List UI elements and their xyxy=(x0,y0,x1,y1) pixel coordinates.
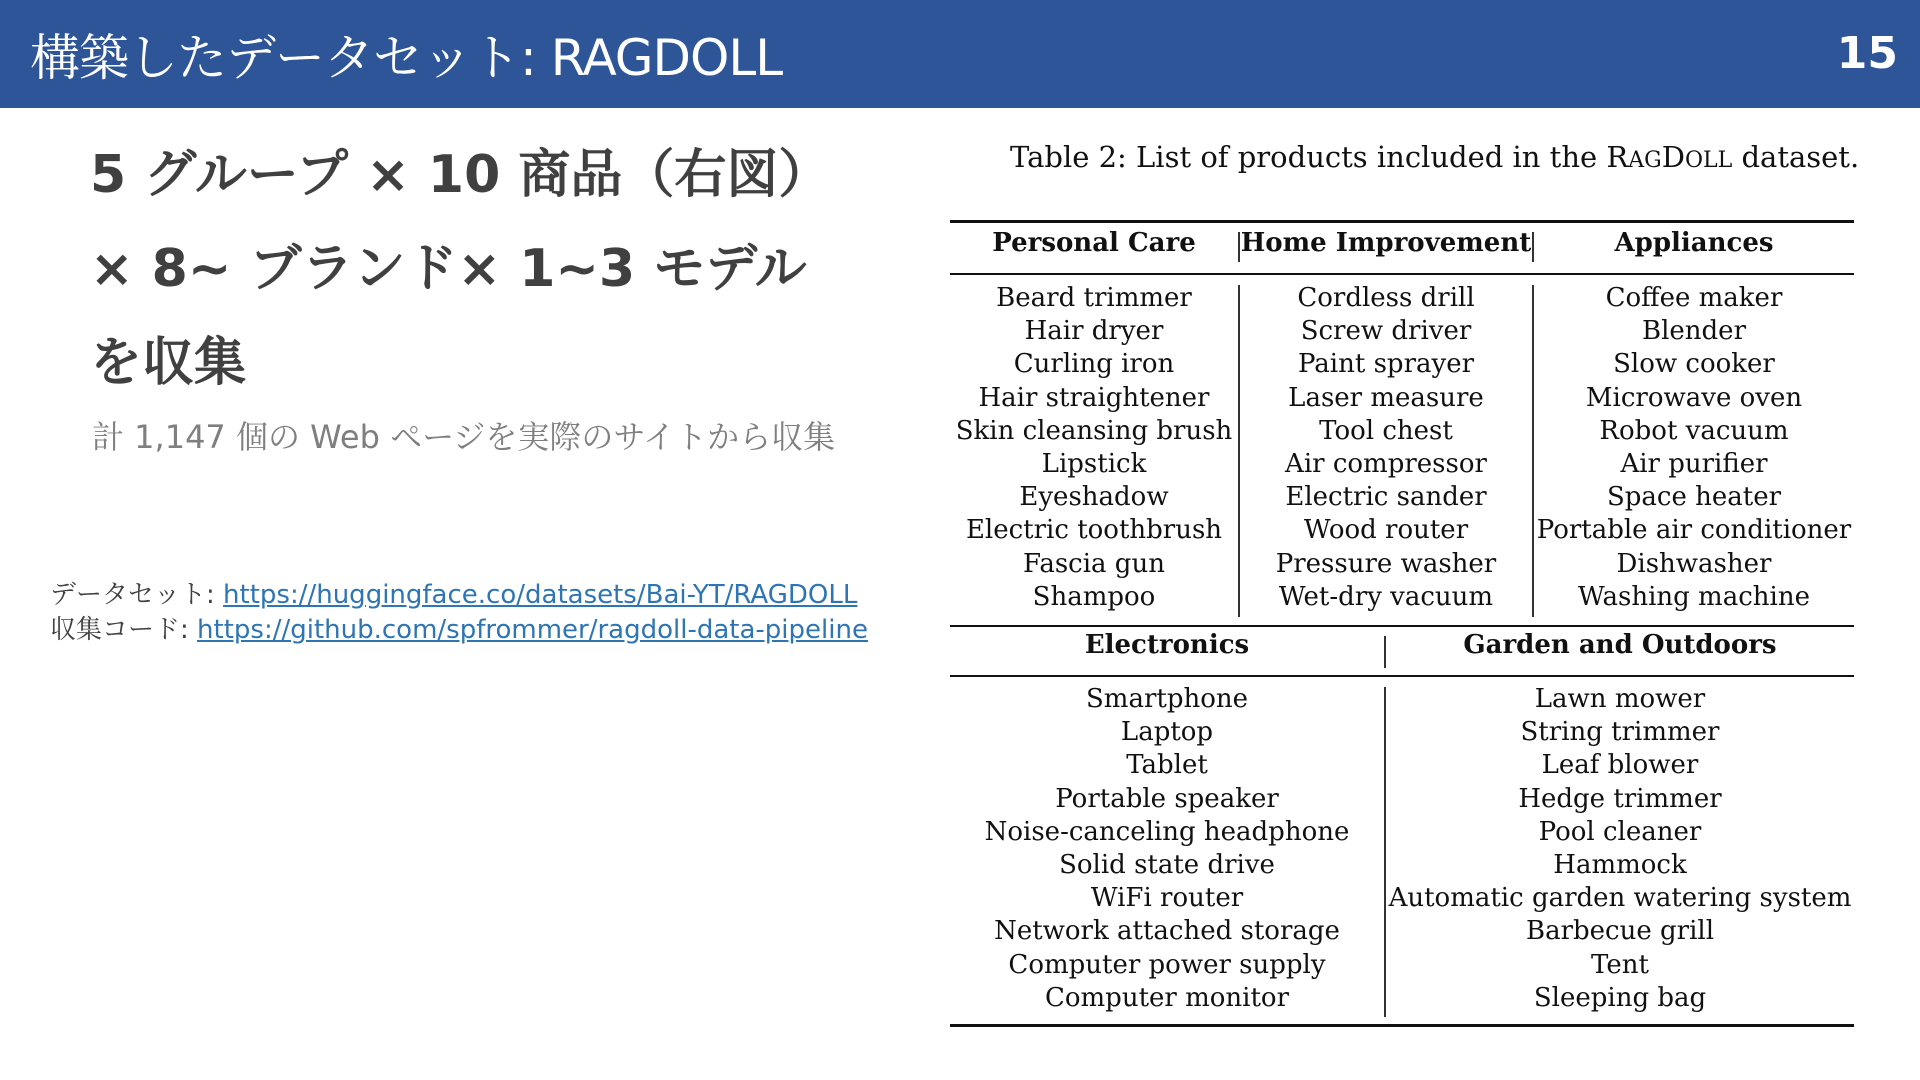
heading-line-1: 5 グループ × 10 商品（右図） xyxy=(90,145,831,205)
top-rule xyxy=(950,220,1854,223)
list-item: Screw driver xyxy=(1300,316,1472,347)
header-divider xyxy=(1384,636,1386,668)
caption-r: R xyxy=(1606,140,1629,174)
list-item: Leaf blower xyxy=(1541,750,1699,781)
list-item: WiFi router xyxy=(1090,883,1244,914)
code-link-row xyxy=(50,613,868,648)
list-item: Cordless drill xyxy=(1297,283,1475,313)
list-item: Portable air conditioner xyxy=(1536,515,1852,546)
table-caption xyxy=(1010,140,1860,174)
list-item: Automatic garden watering system xyxy=(1388,883,1852,914)
heading-line-3: を収集 xyxy=(90,333,247,393)
summary-text: 計 1,147 個の Web ページを実際のサイトから収集 xyxy=(92,418,836,456)
list-item: Network attached storage xyxy=(994,916,1340,947)
list-item: Curling iron xyxy=(1013,349,1175,380)
group-header-electronics: Electronics xyxy=(1084,630,1250,660)
list-item: Pressure washer xyxy=(1275,548,1497,579)
list-item: Hammock xyxy=(1553,849,1687,880)
list-item: Sleeping bag xyxy=(1533,982,1707,1013)
list-item: Wood router xyxy=(1303,515,1469,546)
list-item: Electric toothbrush xyxy=(965,515,1223,546)
code-label: 収集コード: xyxy=(50,615,198,645)
list-item: String trimmer xyxy=(1520,717,1720,748)
list-item: Air compressor xyxy=(1285,448,1487,479)
electronics-list xyxy=(950,683,1384,1015)
group-header-appliances: Appliances xyxy=(1614,228,1774,258)
personal-care-list xyxy=(950,282,1238,614)
list-item: Computer power supply xyxy=(1008,949,1326,980)
list-item: Hair dryer xyxy=(1024,316,1164,347)
list-item: Hedge trimmer xyxy=(1518,783,1722,814)
list-item: Space heater xyxy=(1606,482,1782,513)
heading-line-2: × 8~ ブランド× 1~3 モデル xyxy=(90,239,807,299)
list-item: Barbecue grill xyxy=(1525,916,1715,947)
list-item: Noise-canceling headphone xyxy=(984,816,1350,847)
garden-outdoors-list xyxy=(1386,683,1854,1015)
list-item: Beard trimmer xyxy=(996,283,1192,313)
caption-d: D xyxy=(1661,140,1685,174)
list-item: Dishwasher xyxy=(1616,548,1772,579)
list-item: Tent xyxy=(1591,949,1649,980)
mid-rule xyxy=(950,625,1854,627)
list-item: Slow cooker xyxy=(1613,349,1775,380)
caption-prefix: Table 2: List of products included in the xyxy=(1010,140,1607,174)
list-item: Lawn mower xyxy=(1534,684,1706,714)
list-item: Paint sprayer xyxy=(1297,349,1475,380)
list-item: Coffee maker xyxy=(1605,283,1783,313)
dataset-label: データセット: xyxy=(50,580,224,610)
code-link[interactable]: https://github.com/spfrommer/ragdoll-data-pipeline xyxy=(197,615,868,645)
caption-oll: OLL xyxy=(1684,148,1733,173)
list-item: Air purifier xyxy=(1620,448,1768,479)
list-item: Robot vacuum xyxy=(1599,415,1789,446)
caption-ag: AG xyxy=(1628,148,1662,173)
list-item: Tablet xyxy=(1126,750,1208,781)
list-item: Pool cleaner xyxy=(1538,816,1702,847)
list-item: Laptop xyxy=(1120,717,1214,748)
slide-title: 構築したデータセット: RAGDOLL xyxy=(30,29,783,87)
list-item: Washing machine xyxy=(1578,581,1810,612)
list-item: Skin cleansing brush xyxy=(955,415,1233,446)
header-rule-bottom xyxy=(950,675,1854,677)
dataset-link[interactable]: https://huggingface.co/datasets/Bai-YT/RAGDOLL xyxy=(223,580,858,610)
dataset-link-row xyxy=(50,578,868,613)
home-improvement-list xyxy=(1240,282,1532,614)
list-item: Computer monitor xyxy=(1044,982,1290,1013)
group-header-garden-outdoors: Garden and Outdoors xyxy=(1463,630,1777,660)
links-block xyxy=(50,578,868,648)
appliances-list xyxy=(1534,282,1854,614)
list-item: Fascia gun xyxy=(1023,548,1165,579)
header-divider xyxy=(1532,232,1534,262)
list-item: Shampoo xyxy=(1032,581,1156,612)
list-item: Lipstick xyxy=(1041,448,1147,479)
list-item: Laser measure xyxy=(1288,382,1484,413)
list-item: Smartphone xyxy=(1085,684,1249,714)
header-divider xyxy=(1238,232,1240,262)
list-item: Blender xyxy=(1641,316,1746,347)
list-item: Hair straightener xyxy=(978,382,1210,413)
list-item: Microwave oven xyxy=(1585,382,1803,413)
list-item: Tool chest xyxy=(1319,415,1453,446)
group-header-home-improvement: Home Improvement xyxy=(1240,228,1532,258)
bottom-rule xyxy=(950,1024,1854,1027)
list-item: Eyeshadow xyxy=(1019,482,1169,513)
page-number: 15 xyxy=(1836,28,1898,79)
list-item: Portable speaker xyxy=(1055,783,1279,814)
caption-suffix: dataset. xyxy=(1732,140,1860,174)
list-item: Wet-dry vacuum xyxy=(1278,581,1494,612)
header-rule-top xyxy=(950,273,1854,275)
title-bar xyxy=(0,0,1920,108)
group-header-personal-care: Personal Care xyxy=(992,228,1196,258)
list-item: Solid state drive xyxy=(1059,849,1275,880)
list-item: Electric sander xyxy=(1285,482,1487,513)
